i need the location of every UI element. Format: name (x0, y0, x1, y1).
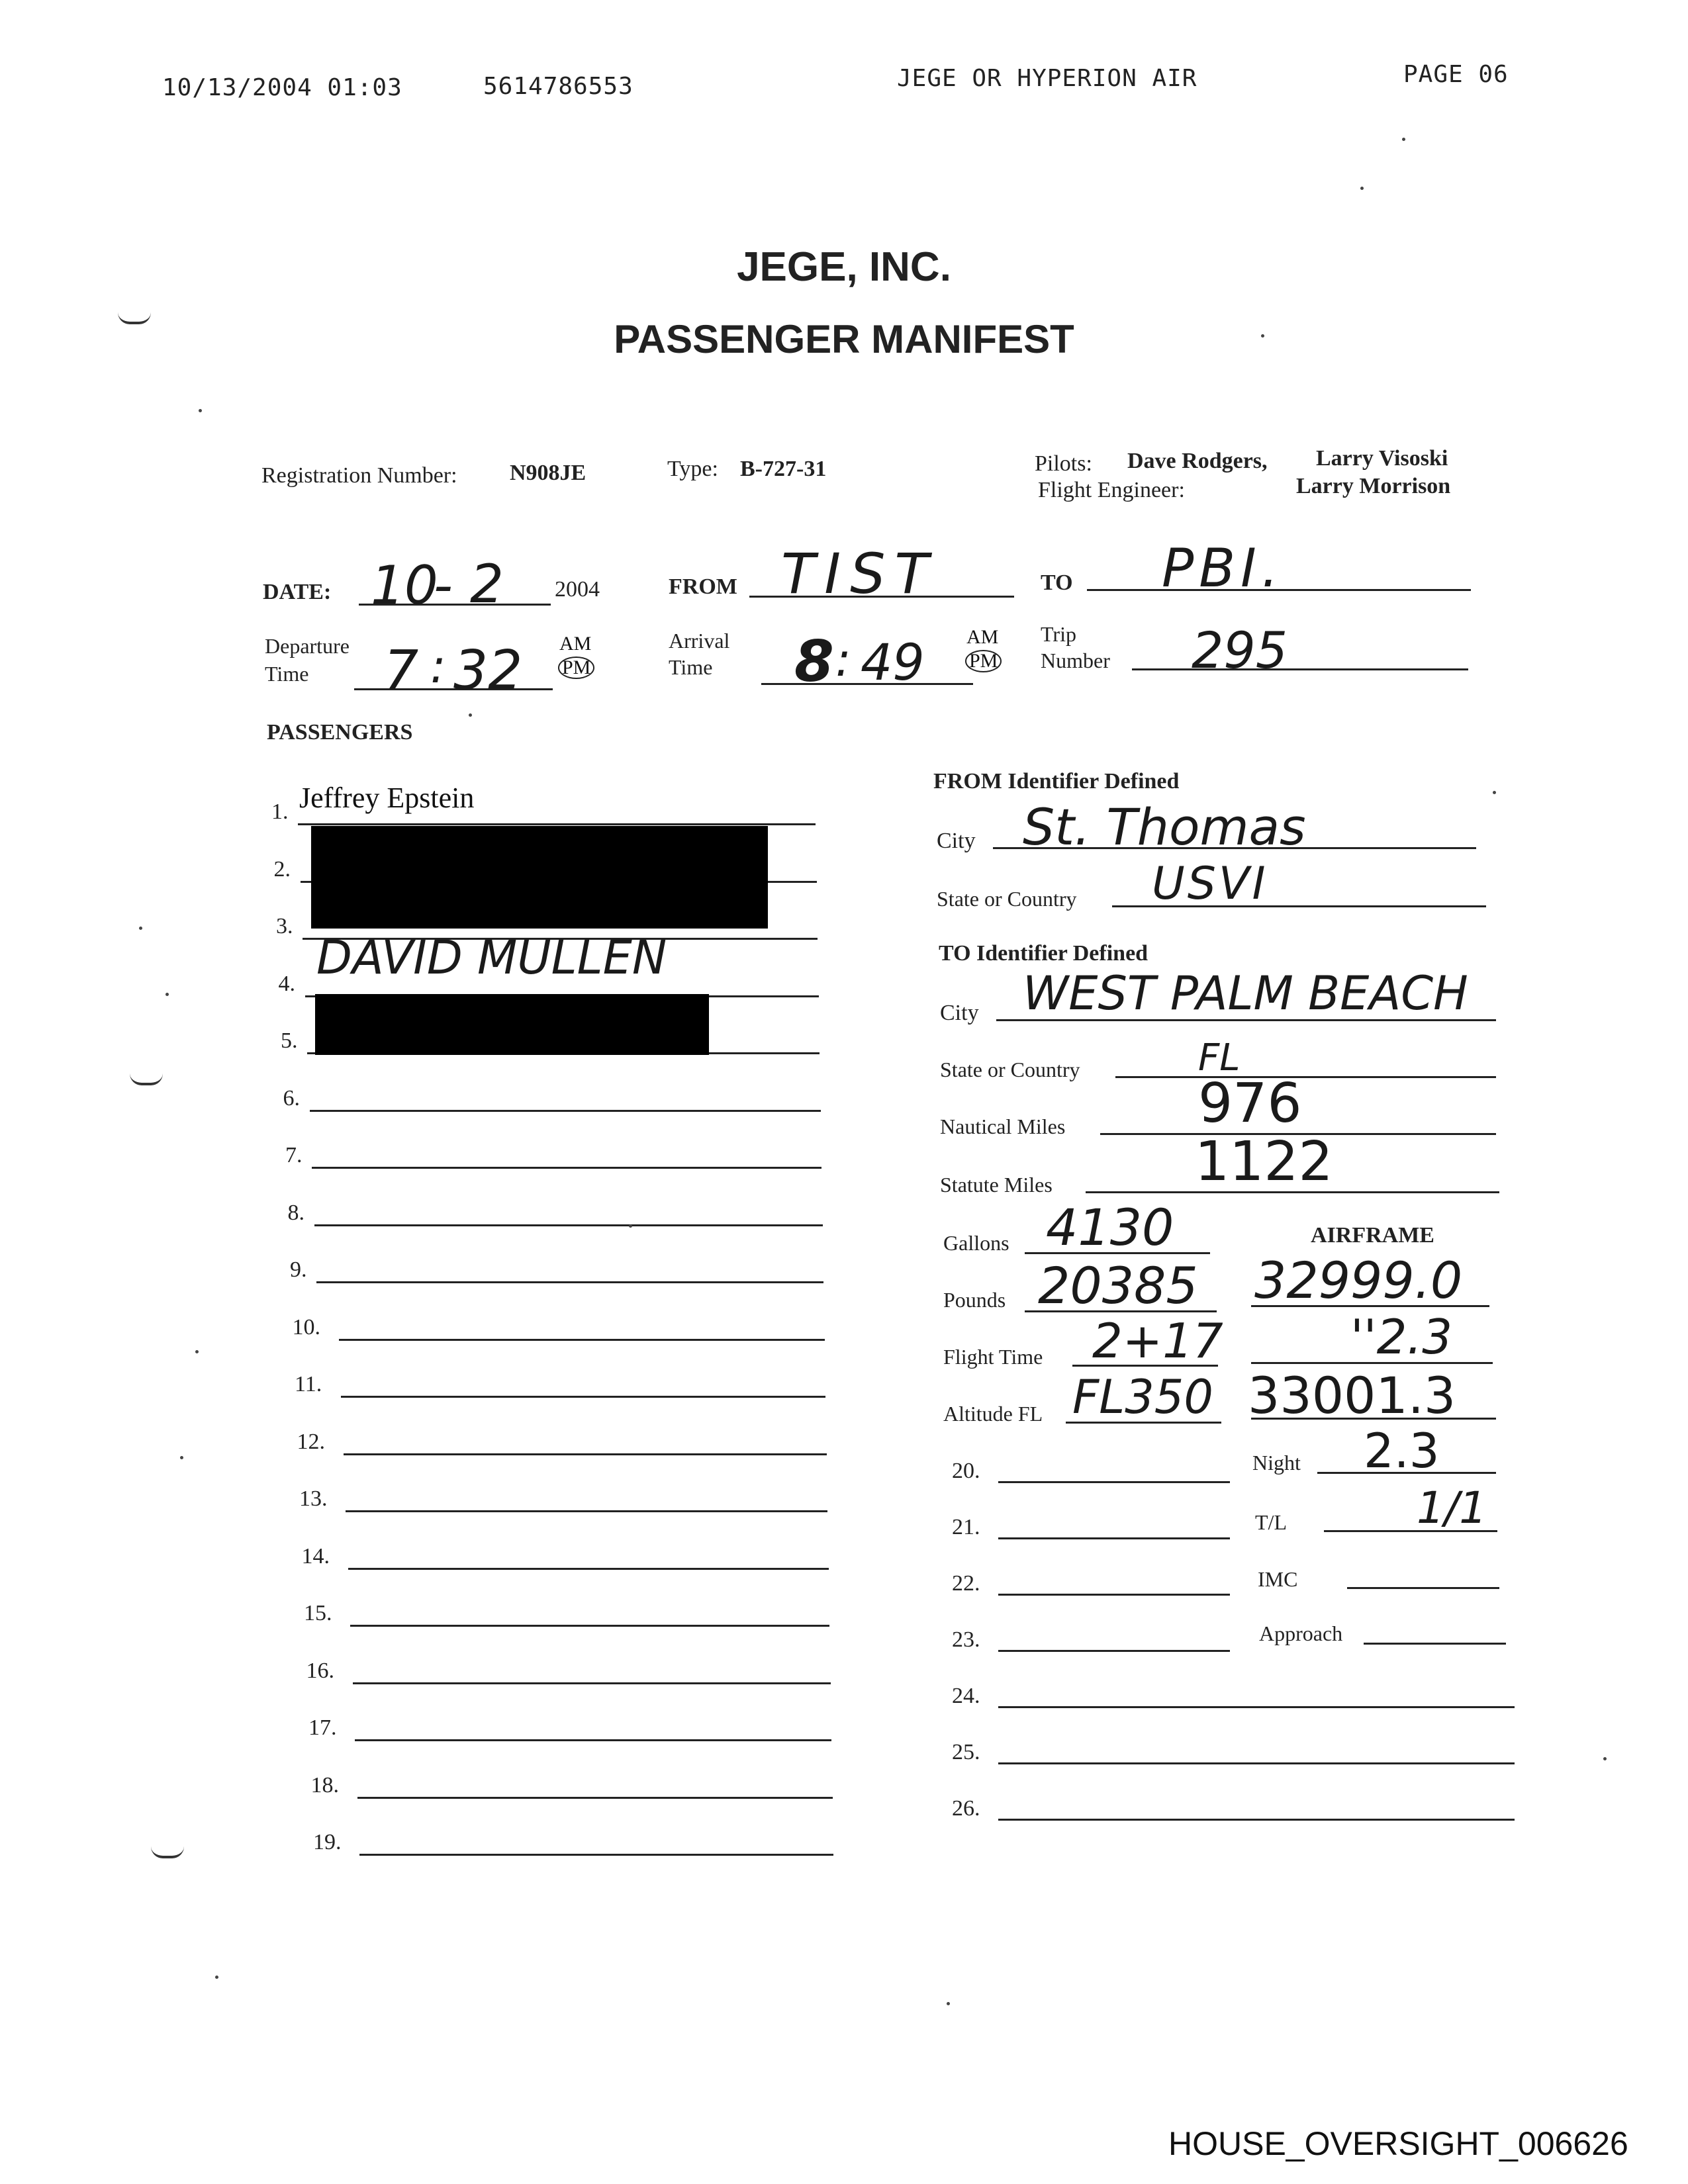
scan-speck (1360, 187, 1364, 190)
altitude-label: Altitude FL (943, 1402, 1043, 1426)
passenger-number: 25. (952, 1740, 980, 1764)
passenger-number: 1. (271, 799, 289, 824)
scan-speck (1493, 791, 1496, 794)
arrival-minutes: 49 (861, 633, 925, 692)
passenger-line (998, 1594, 1230, 1596)
departure-label-2: Time (265, 662, 309, 686)
passenger-number: 14. (301, 1543, 330, 1569)
passenger-line (344, 1453, 827, 1455)
passenger-line (359, 1854, 833, 1856)
passenger-line (312, 1167, 821, 1169)
company-name: JEGE, INC. (737, 244, 951, 290)
redaction-box (311, 826, 768, 929)
passenger-number: 26. (952, 1796, 980, 1821)
flight-engineer-value: Larry Morrison (1296, 474, 1451, 498)
to-state-value: FL (1198, 1036, 1241, 1079)
passenger-line (998, 1537, 1230, 1539)
passenger-line (310, 1110, 821, 1112)
fax-datetime: 10/13/2004 01:03 (162, 74, 402, 101)
passenger-number: 15. (304, 1601, 332, 1625)
from-label: FROM (669, 574, 737, 599)
nautical-miles-value: 976 (1198, 1072, 1302, 1135)
passenger-line (998, 1819, 1515, 1821)
scan-speck (629, 1224, 632, 1228)
fax-phone: 5614786553 (483, 73, 633, 100)
passenger-number: 16. (306, 1658, 334, 1683)
arrival-hour: 8 (794, 629, 834, 695)
scan-speck (139, 927, 142, 930)
passenger-number: 22. (952, 1571, 980, 1596)
fax-page: PAGE 06 (1403, 61, 1509, 88)
scan-speck (195, 1350, 199, 1353)
registration-value: N908JE (510, 461, 586, 485)
pilots-label: Pilots: (1035, 451, 1092, 476)
passenger-line (316, 1281, 823, 1283)
trip-label-1: Trip (1041, 622, 1076, 646)
nautical-miles-label: Nautical Miles (940, 1115, 1066, 1138)
passenger-number: 3. (276, 914, 293, 938)
pilot-2: Larry Visoski (1316, 446, 1448, 471)
form-title: PASSENGER MANIFEST (614, 317, 1074, 361)
scan-speck (1261, 334, 1264, 338)
arrival-am: AM (966, 626, 999, 648)
flight-engineer-label: Flight Engineer: (1038, 478, 1185, 502)
to-label: TO (1041, 570, 1073, 595)
passenger-number: 17. (308, 1715, 337, 1740)
to-city-label: City (940, 1001, 979, 1025)
date-dash: - (434, 555, 453, 616)
scan-speck (165, 993, 169, 996)
scan-speck (215, 1976, 218, 1979)
passenger-line (998, 1762, 1515, 1764)
scan-mark (151, 1846, 184, 1858)
arrival-label-1: Arrival (669, 629, 730, 653)
departure-label-1: Departure (265, 634, 350, 658)
to-identifier-heading: TO Identifier Defined (939, 941, 1149, 966)
passenger-line (998, 1706, 1515, 1708)
passenger-line (357, 1797, 833, 1799)
flight-time-airframe: ''2.3 (1350, 1309, 1453, 1365)
passenger-number: 24. (952, 1684, 980, 1708)
altitude-airframe: 33001.3 (1248, 1366, 1456, 1425)
from-city-label: City (937, 829, 976, 853)
fax-sender: JEGE OR HYPERION AIR (897, 65, 1197, 92)
redaction-box (315, 994, 709, 1055)
passenger-number: 11. (295, 1372, 322, 1396)
departure-pm-circled: PM (558, 657, 594, 679)
scan-speck (199, 409, 202, 412)
trip-value: 295 (1192, 621, 1288, 680)
passenger-number: 4. (278, 971, 295, 996)
pilot-1: Dave Rodgers, (1127, 449, 1268, 473)
passenger-number: 23. (952, 1627, 980, 1652)
gallons-label: Gallons (943, 1231, 1009, 1255)
passenger-number: 12. (297, 1429, 325, 1454)
passenger-number: 2. (273, 856, 291, 882)
from-identifier-heading: FROM Identifier Defined (933, 769, 1180, 794)
to-city-value: WEST PALM BEACH (1023, 966, 1468, 1021)
arrival-label-2: Time (669, 655, 713, 679)
type-value: B-727-31 (740, 457, 827, 481)
pounds-label: Pounds (943, 1288, 1006, 1312)
passenger-number: 13. (299, 1486, 328, 1511)
departure-hour: 7 (384, 639, 419, 702)
departure-am: AM (559, 633, 592, 655)
night-value: 2.3 (1364, 1423, 1440, 1479)
passenger-line (341, 1396, 825, 1398)
imc-label: IMC (1258, 1567, 1298, 1591)
scan-mark (130, 1073, 163, 1085)
bates-number: HOUSE_OVERSIGHT_006626 (1168, 2125, 1628, 2162)
approach-label: Approach (1259, 1621, 1343, 1645)
passenger-number: 20. (952, 1459, 980, 1483)
scan-speck (469, 713, 472, 717)
airframe-heading: AIRFRAME (1311, 1223, 1434, 1248)
passenger-number: 21. (952, 1515, 980, 1539)
trip-label-2: Number (1041, 649, 1110, 672)
gallons-value: 4130 (1046, 1198, 1174, 1257)
registration-label: Registration Number: (261, 463, 457, 488)
passenger-line (998, 1481, 1230, 1483)
scan-speck (1603, 1757, 1607, 1760)
date-year: 2004 (555, 577, 600, 602)
passenger-number: 10. (292, 1314, 320, 1340)
from-value: TIST (781, 541, 938, 606)
passenger-number: 6. (283, 1085, 300, 1111)
departure-minutes: 32 (453, 639, 523, 702)
tl-label: T/L (1255, 1510, 1287, 1534)
flight-time-label: Flight Time (943, 1345, 1043, 1369)
passenger-number: 7. (285, 1143, 303, 1167)
passenger-number: 19. (313, 1830, 342, 1854)
scan-speck (1402, 138, 1405, 141)
passenger-line (998, 1650, 1230, 1652)
passenger-line (348, 1568, 829, 1570)
altitude-value: FL350 (1072, 1370, 1213, 1424)
passenger-line (346, 1510, 827, 1512)
scan-speck (947, 2002, 950, 2005)
statute-miles-value: 1122 (1195, 1130, 1333, 1193)
passenger-line (350, 1625, 829, 1627)
passengers-heading: PASSENGERS (267, 720, 413, 745)
passenger-number: 8. (287, 1200, 305, 1225)
passenger-name: Jeffrey Epstein (299, 782, 475, 814)
passenger-line (355, 1739, 831, 1741)
passenger-number: 5. (281, 1028, 298, 1053)
from-state-label: State or Country (937, 887, 1077, 911)
passenger-line (314, 1224, 823, 1226)
scan-speck (180, 1456, 183, 1459)
arrival-colon: : (835, 633, 851, 687)
passenger-number: 9. (290, 1257, 307, 1282)
passenger-name: DAVID MULLEN (316, 930, 667, 985)
date-day: 2 (470, 553, 504, 615)
tl-value: 1/1 (1417, 1482, 1487, 1533)
pounds-airframe: 32999.0 (1254, 1251, 1463, 1310)
flight-time-value: 2+17 (1092, 1313, 1223, 1369)
departure-colon: : (430, 639, 446, 694)
to-value: PBI. (1162, 537, 1284, 599)
to-state-label: State or Country (940, 1058, 1080, 1081)
passenger-number: 18. (310, 1772, 339, 1797)
night-label: Night (1252, 1451, 1301, 1475)
arrival-pm-circled: PM (965, 650, 1002, 672)
from-city-value: St. Thomas (1023, 797, 1306, 856)
date-month: 10 (371, 555, 438, 616)
from-state-value: USVI (1152, 858, 1268, 910)
passenger-line (353, 1682, 831, 1684)
statute-miles-label: Statute Miles (940, 1173, 1053, 1197)
passenger-line (298, 823, 816, 825)
pounds-value: 20385 (1038, 1256, 1198, 1315)
type-label: Type: (667, 457, 718, 481)
passenger-line (339, 1339, 825, 1341)
date-label: DATE: (263, 580, 332, 604)
